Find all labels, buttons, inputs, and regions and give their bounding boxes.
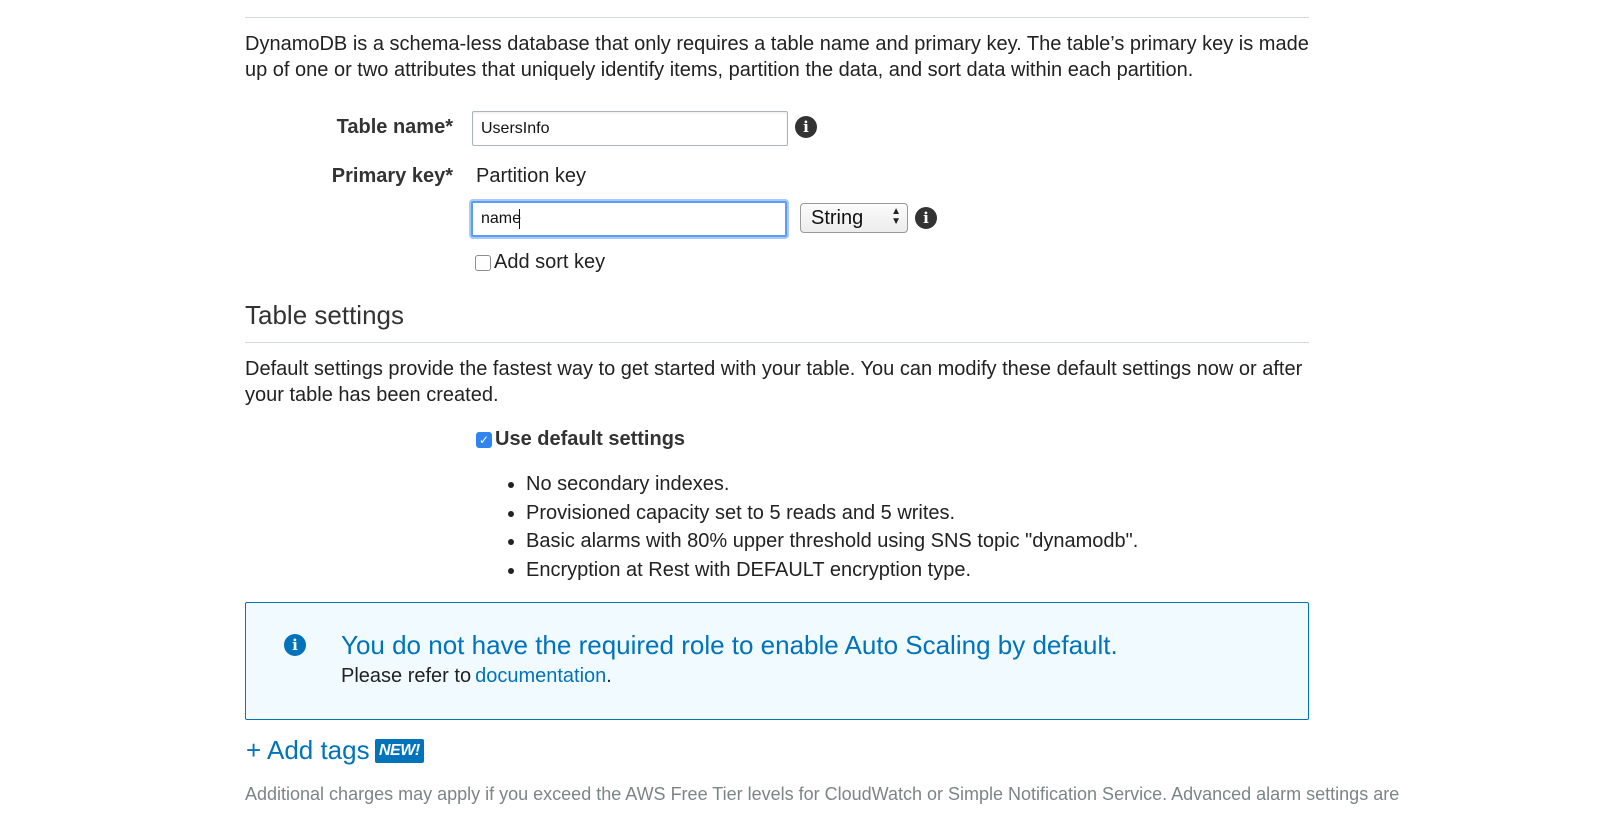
documentation-link[interactable]: documentation [475,665,607,687]
table-name-label: Table name* [336,116,453,138]
settings-divider [245,342,1309,343]
key-type-select-value: String [811,207,864,229]
charges-footnote: Additional charges may apply if you exceed the AWS Free Tier levels for CloudWatch or Simple Notification Service. Advanced alarm settings are [245,784,1400,804]
list-item: • No secondary indexes. [526,470,1138,499]
use-default-settings-label[interactable]: Use default settings [495,428,686,450]
key-type-select[interactable] [800,203,908,233]
primary-key-label: Primary key* [331,165,453,187]
list-item: • Provisioned capacity set to 5 reads and 5 writes. [526,499,1138,528]
select-arrows-icon: ▲ ▼ [891,206,901,227]
alert-body-suffix: . [606,665,612,687]
table-settings-heading: Table settings [245,300,404,330]
partition-key-label: Partition key [476,165,587,187]
auto-scaling-alert [245,602,1309,720]
add-tags-link[interactable]: + Add tags [246,735,370,765]
table-settings-description: Default settings provide the fastest way to get started with your table. You can modify these default settings now or after your table has been created. [245,358,1303,406]
alert-title: You do not have the required role to enable Auto Scaling by default. [341,630,1118,660]
alert-body-prefix: Please refer to [341,665,472,687]
table-name-info-icon[interactable]: i [795,116,817,138]
intro-text: DynamoDB is a schema-less database that only requires a table name and primary key. The table’s primary key is made up of one or two attributes that uniquely identify items, partition the data, and sort data within each partition. [245,33,1309,81]
default-settings-list [505,470,1138,584]
list-item: • Basic alarms with 80% upper threshold using SNS topic "dynamodb". [526,527,1138,556]
info-icon: i [284,634,306,656]
add-sort-key-label[interactable]: Add sort key [494,251,606,273]
key-type-info-icon[interactable]: i [915,207,937,229]
new-badge: NEW! [375,739,424,763]
add-sort-key-checkbox[interactable] [475,255,491,271]
list-item: • Encryption at Rest with DEFAULT encryption type. [526,556,1138,585]
table-name-input[interactable] [472,111,788,146]
text-cursor [519,209,520,229]
use-default-settings-checkbox[interactable]: ✓ [476,432,492,448]
top-divider [245,17,1309,18]
alert-body [341,665,612,688]
